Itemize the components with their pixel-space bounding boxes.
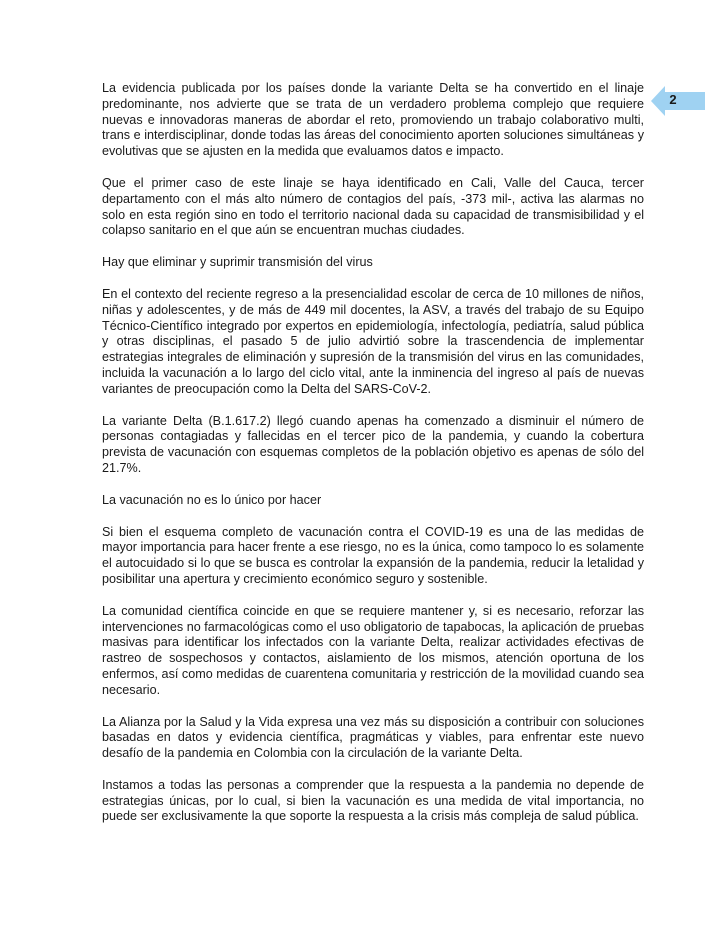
paragraph-instamos: Instamos a todas las personas a comprender que la respuesta a la pandemia no depende de estrategias únicas, por lo cual, si bien la vacunación es una medida de vital importancia, no puede ser exclusivamente la que soporte la respuesta a la crisis más compleja de salud pública. (102, 777, 644, 824)
paragraph-contexto: En el contexto del reciente regreso a la presencialidad escolar de cerca de 10 millones de niños, niñas y adolescentes, y de más de 449 mil docentes, la ASV, a través del trabajo de su Equipo Técnico-Científico integrado por expertos en epidemiología, infectología, pediatría, salud pública y otras disciplinas, el pasado 5 de julio advirtió sobre la trascendencia de implementar estrategias integrales de eliminación y supresión de la transmisión del virus en las comunidades, incluida la vacunación a lo largo del ciclo vital, ante la inminencia del ingreso al país de nuevas variantes de preocupación como la Delta del SARS-CoV-2. (102, 286, 644, 396)
paragraph-intro: La evidencia publicada por los países donde la variante Delta se ha convertido en el linaje predominante, nos advierte que se trata de un verdadero problema complejo que requiere nuevas e innovadoras maneras de abordar el reto, promoviendo un trabajo colaborativo multi, trans e interdisciplinar, donde todas las áreas del conocimiento aporten soluciones simultáneas y evolutivas que se ajusten en la medida que evaluamos datos e impacto. (102, 81, 644, 159)
document-body (102, 81, 644, 825)
section-heading-eliminar: Hay que eliminar y suprimir transmisión del virus (102, 255, 373, 270)
page-number-badge (651, 86, 705, 116)
page-number: 2 (669, 92, 677, 107)
paragraph-esquema: Si bien el esquema completo de vacunación contra el COVID-19 es una de las medidas de mayor importancia para hacer frente a ese riesgo, no es la única, como tampoco lo es solamente el autocuidado si lo que se busca es controlar la expansión de la pandemia, reducir la letalidad y posibilitar una apertura y crecimiento económico seguro y sostenible. (102, 524, 644, 586)
paragraph-comunidad: La comunidad científica coincide en que se requiere mantener y, si es necesario, reforzar las intervenciones no farmacológicas como el uso obligatorio de tapabocas, la aplicación de pruebas masivas para identificar los infectados con la variante Delta, realizar actividades efectivas de rastreo de sospechosos y contactos, aislamiento de los mismos, atención oportuna de los enfermos, así como medidas de cuarentena comunitaria y restricción de la movilidad cuando sea necesario. (102, 603, 644, 697)
paragraph-variante: La variante Delta (B.1.617.2) llegó cuando apenas ha comenzado a disminuir el número de personas contagiadas y fallecidas en el tercer pico de la pandemia, y cuando la cobertura prevista de vacunación con esquemas completos de la población objetivo es apenas de sólo del 21.7%. (102, 413, 644, 475)
paragraph-alianza: La Alianza por la Salud y la Vida expresa una vez más su disposición a contribuir con soluciones basadas en datos y evidencia científica, pragmáticas y viables, para enfrentar este nuevo desafío de la pandemia en Colombia con la circulación de la variante Delta. (102, 714, 644, 761)
section-heading-vacunacion: La vacunación no es lo único por hacer (102, 492, 322, 507)
paragraph-cali: Que el primer caso de este linaje se haya identificado en Cali, Valle del Cauca, tercer departamento con el más alto número de contagios del país, -373 mil-, activa las alarmas no solo en esta región sino en todo el territorio nacional dada su capacidad de transmisibilidad y el colapso sanitario en el que aún se encuentran muchas ciudades. (102, 175, 644, 238)
